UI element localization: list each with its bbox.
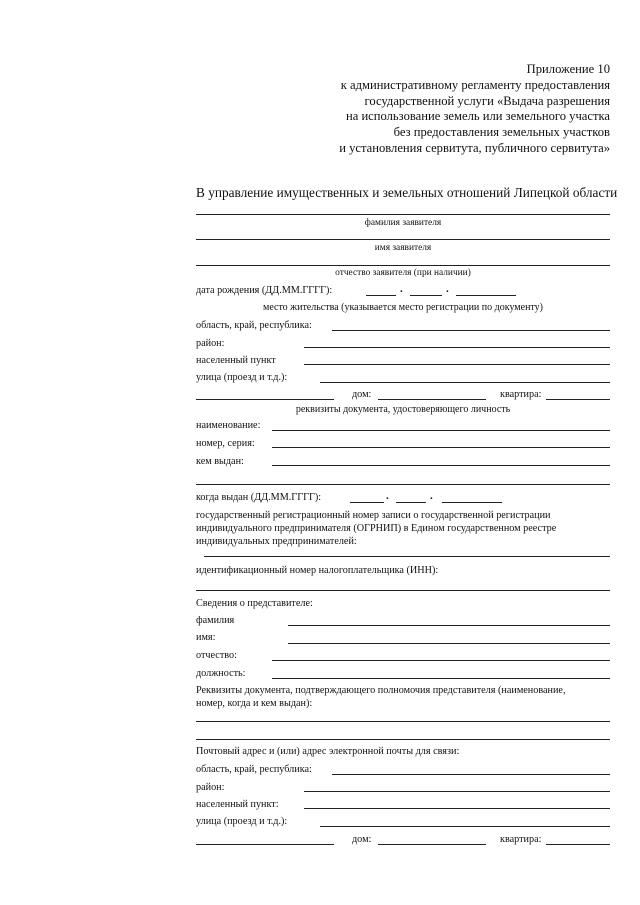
- name-input-line[interactable]: [196, 239, 610, 240]
- ogrnip-line: индивидуального предпринимателя (ОГРНИП) в Едином государственном реестре: [196, 522, 557, 534]
- appendix-line: государственной услуги «Выдача разрешения: [364, 93, 610, 108]
- contact-title: Почтовый адрес и (или) адрес электронной почты для связи:: [196, 746, 460, 757]
- ogrnip-line: индивидуальных предпринимателей:: [196, 535, 357, 547]
- issue-year-line[interactable]: [442, 502, 502, 503]
- authority-doc-label: [196, 685, 566, 711]
- rep-name-input-line[interactable]: [288, 643, 610, 644]
- contact-locality-label: населенный пункт:: [196, 799, 279, 810]
- inn-label: идентификационный номер налогоплательщика (ИНН):: [196, 565, 439, 576]
- representative-title: Сведения о представителе:: [196, 598, 313, 609]
- contact-apartment-label: квартира:: [500, 834, 542, 845]
- issue-month-line[interactable]: [396, 502, 426, 503]
- address-extra-line[interactable]: [196, 399, 334, 400]
- issue-day-line[interactable]: [350, 502, 384, 503]
- locality-input-line[interactable]: [304, 364, 610, 365]
- authority-doc-line: Реквизиты документа, подтверждающего полномочия представителя (наименование,: [196, 685, 566, 696]
- rep-surname-input-line[interactable]: [288, 625, 610, 626]
- birth-month-line[interactable]: [410, 295, 442, 296]
- contact-apartment-input-line[interactable]: [546, 844, 610, 845]
- addressee: В управление имущественных и земельных отношений Липецкой области: [196, 185, 618, 200]
- rep-name-label: имя:: [196, 632, 216, 643]
- rep-position-label: должность:: [196, 668, 246, 679]
- rep-position-input-line[interactable]: [272, 678, 610, 679]
- residence-caption: место жительства (указывается место регистрации по документу): [262, 302, 543, 313]
- doc-name-label: наименование:: [196, 420, 261, 431]
- authority-doc-line: номер, когда и кем выдан):: [196, 697, 313, 709]
- district-label: район:: [196, 338, 225, 349]
- doc-number-input-line[interactable]: [272, 447, 610, 448]
- contact-address-extra-line[interactable]: [196, 844, 334, 845]
- contact-district-input-line[interactable]: [304, 791, 610, 792]
- contact-street-input-line[interactable]: [320, 826, 610, 827]
- doc-name-input-line[interactable]: [272, 430, 610, 431]
- appendix-line: без предоставления земельных участков: [393, 125, 610, 140]
- region-input-line[interactable]: [332, 330, 610, 331]
- date-separator: .: [386, 490, 389, 502]
- appendix-line: Приложение 10: [526, 62, 610, 76]
- appendix-line: и установления сервитута, публичного сервитута»: [339, 140, 610, 155]
- rep-patronymic-input-line[interactable]: [272, 660, 610, 661]
- contact-house-input-line[interactable]: [378, 844, 486, 845]
- appendix-header: [280, 62, 610, 157]
- date-separator: .: [446, 283, 449, 295]
- inn-input-line[interactable]: [196, 590, 610, 591]
- birth-year-line[interactable]: [456, 295, 516, 296]
- id-doc-caption: реквизиты документа, удостоверяющего личность: [295, 404, 511, 415]
- authority-doc-input-line[interactable]: [196, 721, 610, 722]
- patronymic-caption: отчество заявителя (при наличии): [335, 268, 471, 278]
- ogrnip-line: государственный регистрационный номер записи о государственной регистрации: [196, 510, 551, 521]
- rep-patronymic-label: отчество:: [196, 650, 237, 661]
- ogrnip-input-line[interactable]: [204, 556, 610, 557]
- doc-issuer-label: кем выдан:: [196, 456, 244, 467]
- doc-number-label: номер, серия:: [196, 438, 255, 449]
- doc-issue-date-label: когда выдан (ДД.ММ.ГГГГ):: [196, 492, 322, 503]
- locality-label: населенный пункт: [196, 355, 276, 366]
- contact-region-label: область, край, республика:: [196, 764, 312, 775]
- date-separator: .: [400, 283, 403, 295]
- region-label: область, край, республика:: [196, 320, 312, 331]
- name-caption: имя заявителя: [374, 243, 432, 253]
- house-label: дом:: [352, 389, 372, 400]
- surname-input-line[interactable]: [196, 214, 610, 215]
- apartment-input-line[interactable]: [546, 399, 610, 400]
- ogrnip-label: [196, 510, 556, 548]
- authority-doc-extra-line[interactable]: [196, 739, 610, 740]
- contact-district-label: район:: [196, 782, 225, 793]
- surname-caption: фамилия заявителя: [364, 218, 442, 228]
- patronymic-input-line[interactable]: [196, 265, 610, 266]
- appendix-line: на использование земель или земельного участка: [345, 109, 610, 124]
- birth-day-line[interactable]: [366, 295, 396, 296]
- district-input-line[interactable]: [304, 347, 610, 348]
- apartment-label: квартира:: [500, 389, 542, 400]
- house-input-line[interactable]: [378, 399, 486, 400]
- doc-issuer-extra-line[interactable]: [196, 484, 610, 485]
- birth-date-label: дата рождения (ДД.ММ.ГГГГ):: [196, 285, 333, 296]
- street-label: улица (проезд и т.д.):: [196, 372, 288, 383]
- contact-house-label: дом:: [352, 834, 372, 845]
- appendix-line: к административному регламенту предоставления: [340, 77, 610, 92]
- date-separator: .: [430, 490, 433, 502]
- street-input-line[interactable]: [320, 382, 610, 383]
- contact-locality-input-line[interactable]: [304, 808, 610, 809]
- rep-surname-label: фамилия: [196, 615, 235, 626]
- contact-region-input-line[interactable]: [332, 774, 610, 775]
- doc-issuer-input-line[interactable]: [272, 465, 610, 466]
- contact-street-label: улица (проезд и т.д.):: [196, 816, 288, 827]
